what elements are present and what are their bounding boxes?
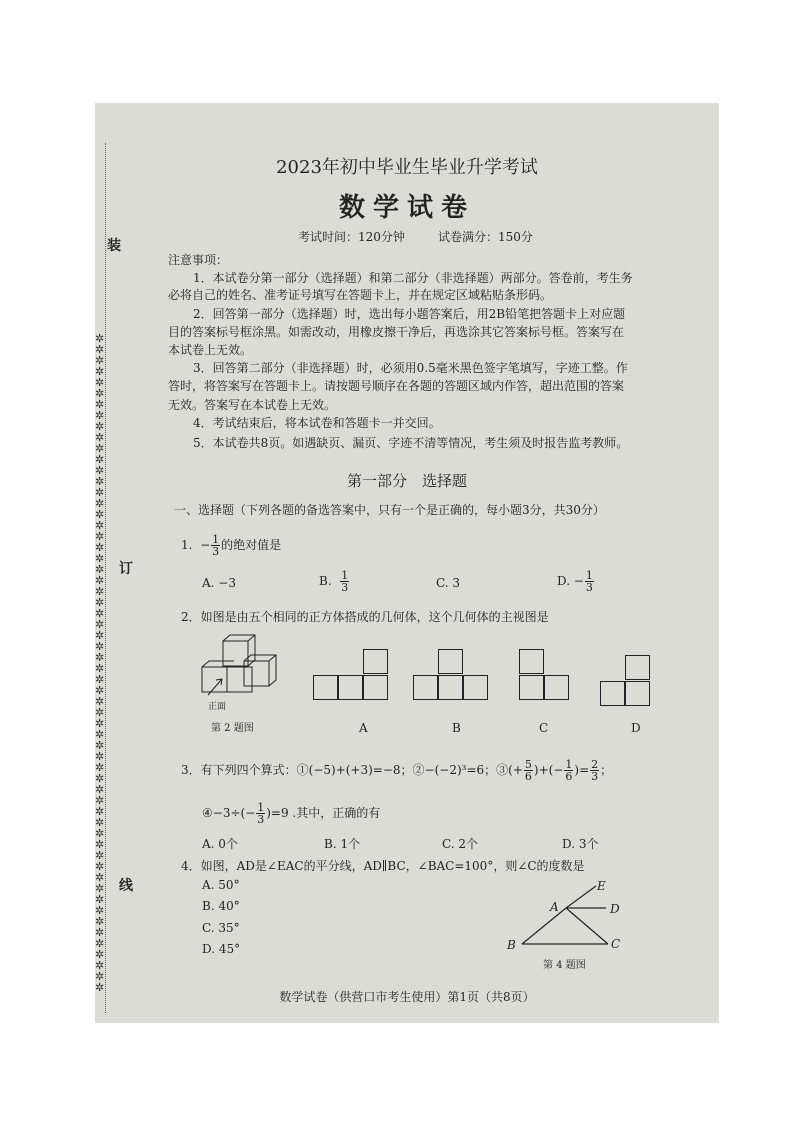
q1-option-b: B. $\frac{1}{3}$ (319, 569, 349, 594)
q2-d-square (625, 655, 650, 680)
q2-stem: 2．如图是由五个相同的正方体搭成的几何体，这个几何体的主视图是 (181, 610, 549, 624)
notes-line: 2．回答第一部分（选择题）时，选出每小题答案后，用2B铅笔把答题卡上对应题 (193, 307, 626, 321)
notes-line: 答时，将答案写在答题卡上。请按题号顺序在各题的答题区域内作答，超出范围的答案 (168, 379, 625, 393)
notes-heading: 注意事项： (168, 253, 229, 267)
full-score: 试卷满分：150分 (438, 230, 533, 244)
notes-line: 目的答案标号框涂黑。如需改动，用橡皮擦干净后，再选涂其它答案标号框。答案写在 (168, 325, 625, 339)
page-footer: 数学试卷（供营口市考生使用）第1页（共8页） (279, 990, 535, 1004)
q3-stem: 3．有下列四个算式：①(−5)+(+3)=−8；②−(−2)³=6；③(+ $\frac{5}{6}$ )+(− $\frac{1}{6}$ )= $\frac{2}{3}$ ； (181, 758, 613, 783)
q2-figure-caption: 第 2 题图 (211, 723, 254, 734)
point-d: D (610, 902, 620, 916)
notes-line: 5．本试卷共8页。如遇缺页、漏页、字迹不清等情况，考生须及时报告监考教师。 (193, 436, 629, 450)
binding-mark-zhuang: 装 (107, 238, 121, 254)
q1-option-d: D. − $\frac{1}{3}$ (557, 569, 593, 594)
point-e: E (597, 879, 606, 893)
q2-label-b: B (452, 721, 461, 735)
binding-mark-xian: 线 (119, 878, 133, 894)
notes-line: 1．本试卷分第一部分（选择题）和第二部分（非选择题）两部分。答卷前，考生务 (193, 271, 633, 285)
point-b: B (507, 938, 516, 952)
q2-label-c: C (539, 721, 549, 735)
notes-line: 本试卷上无效。 (168, 343, 253, 357)
notes-line: 3．回答第二部分（非选择题）时，必须用0.5毫米黑色签字笔填写，字迹工整。作 (193, 361, 628, 375)
q2-a-square (363, 649, 388, 674)
q1-option-a: A. −3 (202, 576, 236, 590)
segment-ac (566, 908, 608, 944)
point-a: A (550, 900, 559, 914)
q4-option-b: B. 40° (202, 899, 240, 913)
front-label: 正面 (208, 702, 227, 712)
section-heading: 一、选择题（下列各题的备选答案中，只有一个是正确的，每小题3分，共30分） (174, 503, 605, 517)
q4-option-c: C. 35° (202, 921, 240, 935)
q2-d-square (600, 681, 625, 706)
segment-ab (522, 908, 566, 944)
q3-expr4: ④−3÷(− $\frac{1}{3}$ )=9 .其中，正确的有 (202, 801, 381, 826)
q1-option-c: C. 3 (436, 576, 461, 590)
q4-option-d: D. 45° (202, 942, 241, 956)
q2-b-square (463, 675, 488, 700)
q2-b-square (438, 649, 463, 674)
q2-label-a: A (359, 721, 368, 735)
q2-b-square (438, 675, 463, 700)
binding-gear-strip: ✲ ✲ ✲ ✲ ✲ ✲ ✲ ✲ ✲ ✲ ✲ ✲ ✲ ✲ ✲ ✲ ✲ ✲ ✲ ✲ ✲ ✲ ✲ ✲ ✲ ✲ ✲ ✲ ✲ ✲ ✲ ✲ ✲ ✲ ✲ ✲ ✲ ✲ ✲ ✲ ✲ ✲ ✲ ✲ ✲ ✲ ✲ ✲ ✲ ✲ ✲ ✲ ✲ ✲ ✲ ✲ ✲ ✲ ✲ ✲ (95, 332, 105, 994)
q2-a-square (313, 675, 338, 700)
notes-line: 4．考试结束后，将本试卷和答题卡一并交回。 (193, 416, 441, 430)
q2-d-square (625, 681, 650, 706)
q3-option-a: A. 0个 (202, 837, 238, 851)
q2-c-square (519, 649, 544, 674)
part-title: 第一部分 选择题 (346, 472, 467, 490)
q3-option-c: C. 2个 (442, 837, 479, 851)
q4-figure-caption: 第 4 题图 (543, 960, 586, 971)
q2-label-d: D (631, 721, 641, 735)
exam-time: 考试时间：120分钟 (298, 230, 405, 244)
q2-b-square (413, 675, 438, 700)
point-c: C (611, 937, 621, 951)
exam-title: 2023年初中毕业生毕业升学考试 (276, 157, 538, 178)
q2-c-square (544, 675, 569, 700)
q4-option-a: A. 50° (202, 878, 240, 892)
subject-title: 数学试卷 (338, 193, 475, 223)
q2-c-square (519, 675, 544, 700)
q2-a-square (338, 675, 363, 700)
q3-option-d: D. 3个 (562, 837, 599, 851)
notes-line: 无效。答案写在本试卷上无效。 (168, 398, 337, 412)
binding-mark-ding: 订 (119, 561, 133, 577)
ray-ae (566, 886, 596, 908)
q2-a-square (363, 675, 388, 700)
q1-stem: 1. − $\frac{1}{3}$ 的绝对值是 (181, 533, 282, 558)
exam-page (95, 103, 719, 1023)
q3-option-b: B. 1个 (324, 837, 361, 851)
q4-stem: 4．如图，AD是∠EAC的平分线，AD∥BC，∠BAC=100°，则∠C的度数是 (181, 859, 585, 873)
notes-line: 必将自己的姓名、准考证号填写在答题卡上，并在规定区域粘贴条形码。 (168, 288, 553, 302)
